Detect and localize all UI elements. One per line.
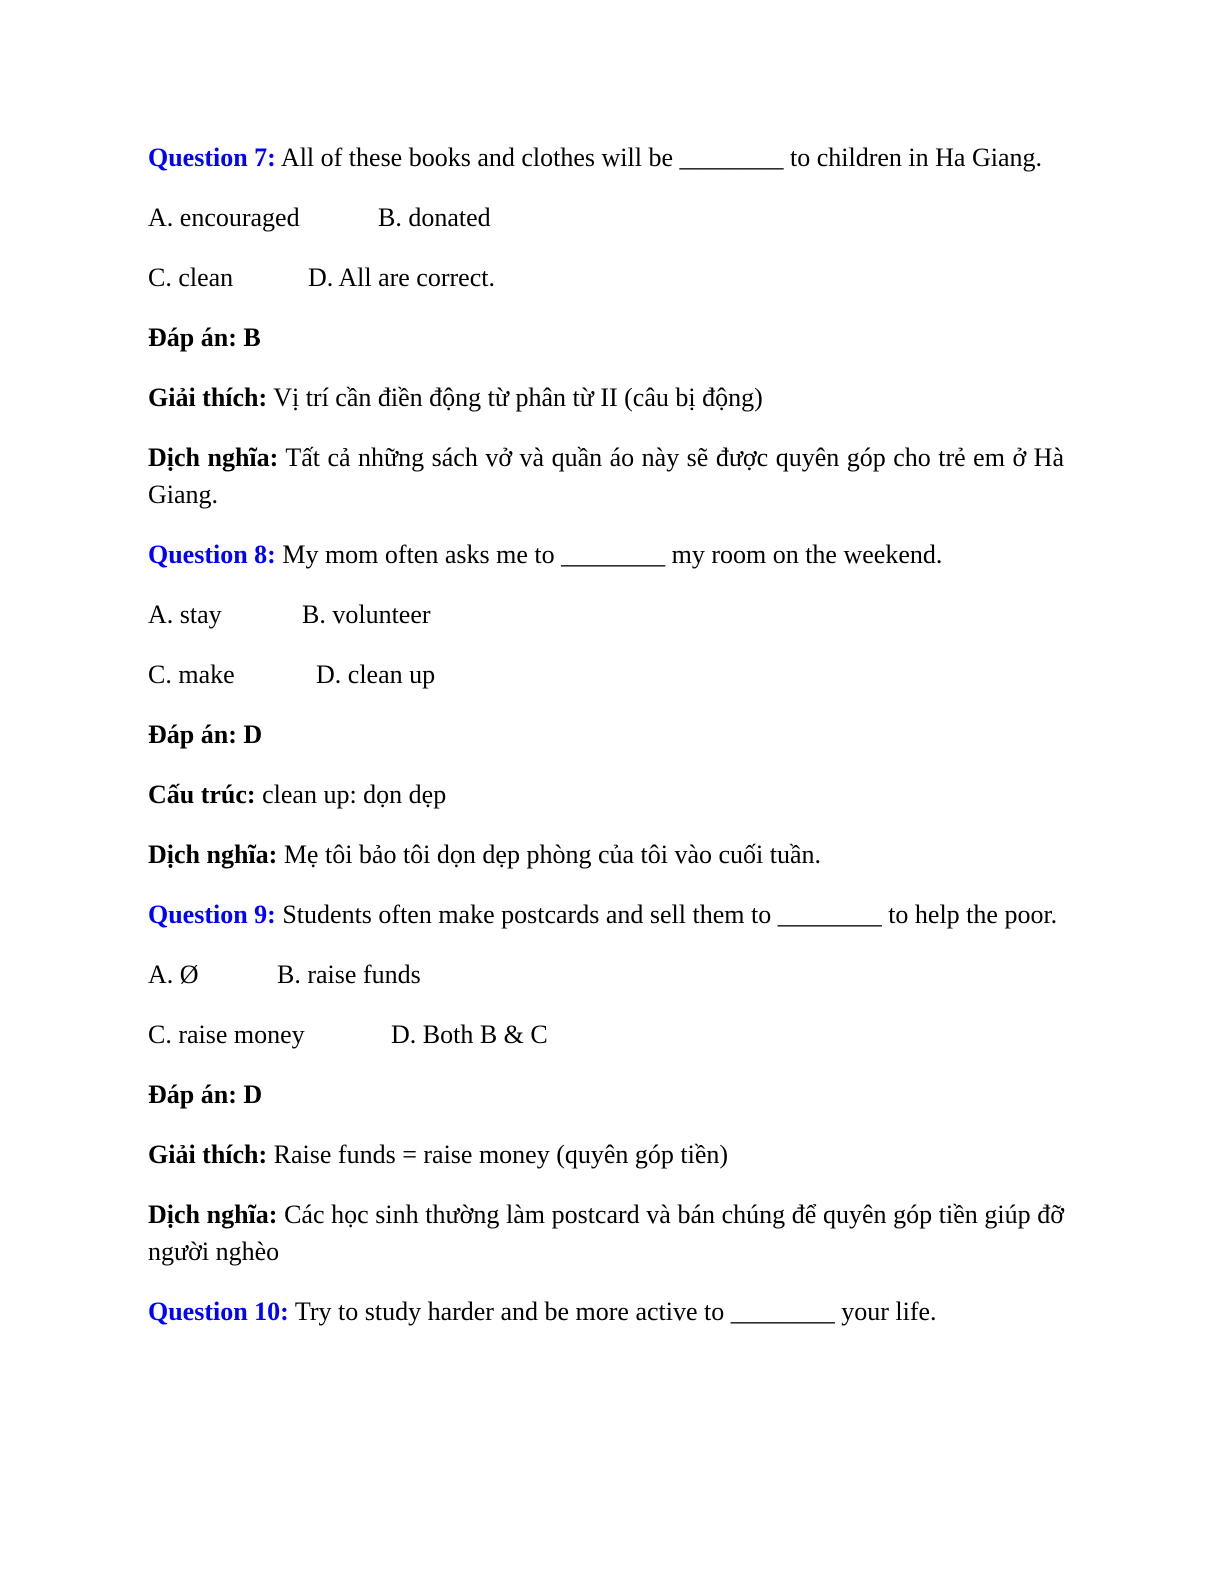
options-row <box>148 956 1064 993</box>
translation-text: Mẹ tôi bảo tôi dọn dẹp phòng của tôi vào cuối tuần. <box>283 840 822 869</box>
answer-label: Đáp án: <box>148 720 237 749</box>
option-c: C. clean <box>148 263 234 292</box>
translation-line <box>148 439 1064 513</box>
structure-text: clean up: dọn dẹp <box>262 780 447 809</box>
translation-label: Dịch nghĩa: <box>148 840 278 869</box>
answer-line <box>148 716 1064 753</box>
option-a: A. stay <box>148 600 222 629</box>
question-stem: Try to study harder and be more active to ________ your life. <box>294 1297 937 1326</box>
options-row <box>148 1016 1064 1053</box>
structure-line <box>148 776 1064 813</box>
option-d: D. All are correct. <box>308 263 495 292</box>
options-row <box>148 199 1064 236</box>
option-b: B. volunteer <box>302 600 431 629</box>
translation-label: Dịch nghĩa: <box>148 1200 278 1229</box>
question-8 <box>148 536 1064 573</box>
explanation-line <box>148 379 1064 416</box>
answer-label: Đáp án: <box>148 1080 237 1109</box>
option-a: A. Ø <box>148 960 199 989</box>
translation-line <box>148 836 1064 873</box>
question-7 <box>148 139 1064 176</box>
translation-text: Tất cả những sách vở và quần áo này sẽ được quyên góp cho trẻ em ở Hà Giang. <box>148 443 1064 509</box>
question-10 <box>148 1293 1064 1330</box>
question-label: Question 8: <box>148 540 276 569</box>
option-d: D. Both B & C <box>391 1020 548 1049</box>
question-label: Question 10: <box>148 1297 289 1326</box>
question-stem: All of these books and clothes will be ________ to children in Ha Giang. <box>280 143 1043 172</box>
option-b: B. donated <box>378 203 491 232</box>
answer-value: B <box>243 323 261 352</box>
options-row <box>148 259 1064 296</box>
structure-label: Cấu trúc: <box>148 780 256 809</box>
question-stem: Students often make postcards and sell them to ________ to help the poor. <box>282 900 1058 929</box>
answer-line <box>148 319 1064 356</box>
option-d: D. clean up <box>316 660 436 689</box>
translation-label: Dịch nghĩa: <box>148 443 279 472</box>
options-row <box>148 596 1064 633</box>
answer-label: Đáp án: <box>148 323 237 352</box>
question-label: Question 7: <box>148 143 276 172</box>
question-9 <box>148 896 1064 933</box>
document-page <box>148 139 1064 1353</box>
options-row <box>148 656 1064 693</box>
answer-value: D <box>243 720 263 749</box>
explanation-text: Vị trí cần điền động từ phân từ II (câu bị động) <box>273 383 763 412</box>
explanation-line <box>148 1136 1064 1173</box>
option-a: A. encouraged <box>148 203 300 232</box>
answer-value: D <box>243 1080 263 1109</box>
explanation-label: Giải thích: <box>148 1140 268 1169</box>
translation-text: Các học sinh thường làm postcard và bán chúng để quyên góp tiền giúp đỡ người nghèo <box>148 1200 1064 1266</box>
option-c: C. raise money <box>148 1020 305 1049</box>
translation-line <box>148 1196 1064 1270</box>
option-b: B. raise funds <box>277 960 421 989</box>
explanation-label: Giải thích: <box>148 383 268 412</box>
question-stem: My mom often asks me to ________ my room on the weekend. <box>282 540 943 569</box>
question-label: Question 9: <box>148 900 276 929</box>
explanation-text: Raise funds = raise money (quyên góp tiền) <box>273 1140 729 1169</box>
answer-line <box>148 1076 1064 1113</box>
option-c: C. make <box>148 660 235 689</box>
